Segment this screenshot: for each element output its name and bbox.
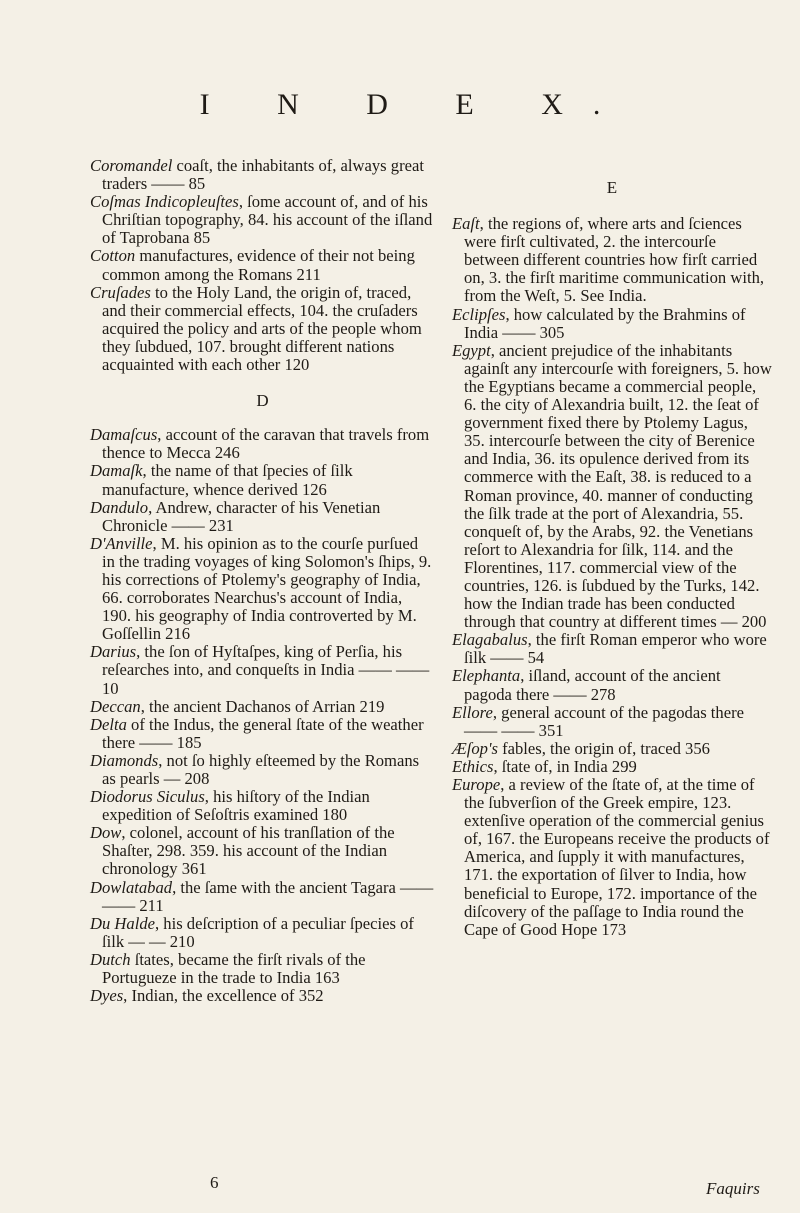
- signature-mark: 6: [210, 1173, 219, 1192]
- index-entry: [90, 157, 435, 193]
- index-entry: [90, 698, 435, 716]
- entry-text: manufactures, evidence of their not being common among the Romans 211: [102, 246, 415, 284]
- index-entry: [452, 306, 772, 342]
- entry-text: , colonel, account of his tranſlation of the Shaſter, 298. 359. his account of the Indian chronology 361: [102, 823, 395, 879]
- index-entry: [452, 631, 772, 667]
- entry-head: Elephanta: [452, 666, 521, 686]
- index-entry: [452, 342, 772, 632]
- index-entry: [90, 426, 435, 462]
- entry-text: , ſtate of, in India 299: [493, 756, 637, 776]
- index-entry: [90, 535, 435, 644]
- right-column: [452, 157, 772, 939]
- index-entry: [90, 951, 435, 987]
- index-entry: [90, 824, 435, 878]
- entry-text: ſtates, became the firſt rivals of the Portugueze in the trade to India 163: [102, 949, 366, 988]
- index-entry: [90, 752, 435, 788]
- index-entry: [90, 462, 435, 498]
- entry-head: D'Anville: [90, 533, 153, 553]
- entry-head: Coromandel: [90, 156, 173, 175]
- entry-head: Darius: [90, 642, 137, 662]
- entry-head: Ethics: [452, 756, 494, 776]
- index-entry: [452, 776, 772, 939]
- entry-text: fables, the origin of, traced 356: [497, 738, 710, 758]
- entry-head: Dutch: [90, 949, 131, 969]
- entry-head: Delta: [90, 714, 127, 734]
- index-entry: [90, 499, 435, 535]
- index-entry: [90, 247, 435, 283]
- index-entry: [90, 716, 435, 752]
- entry-head: Cotton: [90, 246, 136, 266]
- page-title: I N D E X.: [199, 88, 631, 121]
- entry-head: Dandulo: [90, 497, 149, 517]
- index-entry: [90, 193, 435, 247]
- entry-text: , the ſame with the ancient Tagara —— —— 211: [102, 877, 434, 915]
- entry-head: Elagabalus: [452, 630, 528, 650]
- entry-text: , Indian, the excellence of 352: [123, 986, 324, 1006]
- entry-text: , his hiſtory of the Indian expedition of Seſoſtris examined 180: [102, 787, 370, 825]
- entry-head: Damaſk: [90, 461, 143, 481]
- index-entry: [452, 758, 772, 776]
- entry-text: , the regions of, where arts and ſciences were firſt cultivated, 2. the intercourſe between different countries how firſt carried on, 3. the firſt maritime communication with, from the Weſt, 5. See India.: [464, 214, 765, 306]
- entry-head: Diamonds: [90, 750, 159, 770]
- entry-head: Dyes: [90, 986, 124, 1006]
- entry-head: Æſop's: [452, 738, 498, 758]
- entry-head: Deccan: [90, 696, 141, 716]
- entry-text: , iſland, account of the ancient pagoda there —— 278: [464, 666, 721, 704]
- index-entry: [90, 284, 435, 374]
- index-entry: [90, 788, 435, 824]
- entry-text: , general account of the pagodas there —— —— 351: [464, 702, 744, 740]
- entry-head: Damaſcus: [90, 425, 158, 445]
- index-entry: [452, 704, 772, 740]
- entry-text: , a review of the ſtate of, at the time of the ſubverſion of the Greek empire, 123. extenſive operation of the commercial genius of, 167. the Europeans receive the products of America, and ſupply it with manufactures, 171. the exportation of ſilver to India, how beneficial to Europe, 172. importance of the diſcovery of the paſſage to India round the Cape of Good Hope 173: [464, 775, 770, 939]
- entry-head: Diodorus Siculus: [90, 787, 205, 807]
- entry-head: Eaſt: [452, 214, 480, 234]
- section-letter-d: D: [256, 391, 269, 411]
- index-entry: [90, 915, 435, 951]
- entry-text: , his deſcription of a peculiar ſpecies of ſilk — — 210: [102, 913, 414, 951]
- entry-text: , account of the caravan that travels from thence to Mecca 246: [102, 425, 430, 463]
- left-column: [90, 157, 435, 1005]
- entry-text: , not ſo highly eſteemed by the Romans as pearls — 208: [102, 750, 420, 788]
- entry-text: , ancient prejudice of the inhabitants againſt any intercourſe with foreigners, 5. how the Egyptians became a commercial people, 6. the city of Alexandria built, 12. the ſeat of government fixed there by Ptolemy Lagus, 35. intercourſe between the city of Berenice and India, 36. its opulence derived from its commerce with the Eaſt, 38. is reduced to a Roman province, 40. manner of conducting the ſilk trade at the port of Alexandria, 55. conqueſt of, by the Arabs, 92. the Venetians reſort to Alexandria for ſilk, 114. and the Florentines, 117. commercial view of the countries, 126. is ſubdued by the Turks, 142. how the Indian trade has been conducted through that country at different times — 200: [464, 340, 772, 632]
- entry-head: Dow: [90, 823, 122, 843]
- entry-text: to the Holy Land, the origin of, traced, and their commercial effects, 104. the cruſaders acquired the policy and arts of the people whom they ſubdued, 107. brought different nations acquainted with each other 120: [102, 282, 422, 375]
- entry-text: , Andrew, character of his Venetian Chronicle —— 231: [102, 497, 381, 535]
- entry-head: Dowlatabad: [90, 877, 173, 897]
- index-entry: [90, 987, 435, 1005]
- entry-head: Coſmas Indicopleuſtes: [90, 192, 239, 212]
- section-letter-e: E: [606, 178, 618, 197]
- index-entry: [90, 879, 435, 915]
- entry-text: , the ancient Dachanos of Arrian 219: [140, 696, 385, 716]
- entry-head: Ellore: [452, 702, 493, 722]
- entry-text: , M. his opinion as to the courſe purſued in the trading voyages of king Solomon's ſhips, 9. his corrections of Ptolemy's geography of India, 66. corroborates Nearchus's account of India, 190. his geography of India controverted by M. Goſſellin 216: [102, 533, 432, 644]
- entry-text: of the Indus, the general ſtate of the weather there —— 185: [102, 714, 424, 752]
- catchword: Faquirs: [706, 1179, 760, 1198]
- entry-text: coaſt, the inhabitants of, always great traders —— 85: [102, 156, 424, 194]
- entry-head: Egypt: [452, 340, 491, 360]
- index-entry: [90, 643, 435, 697]
- index-entry: [452, 215, 772, 305]
- index-entry: [452, 740, 772, 758]
- entry-head: Cruſades: [90, 282, 151, 302]
- entry-text: , the ſon of Hyſtaſpes, king of Perſia, his reſearches into, and conqueſts in India —— —— 10: [102, 642, 430, 698]
- entry-head: Europe: [452, 775, 501, 794]
- entry-text: , the name of that ſpecies of ſilk manufacture, whence derived 126: [102, 461, 353, 499]
- entry-head: Du Halde: [90, 913, 155, 933]
- entry-text: , how calculated by the Brahmins of India —— 305: [464, 304, 746, 342]
- entry-text: , the firſt Roman emperor who wore ſilk —— 54: [464, 630, 767, 668]
- index-entry: [452, 667, 772, 703]
- entry-head: Eclipſes: [452, 304, 506, 324]
- entry-text: , ſome account of, and of his Chriſtian topography, 84. his account of the iſland of Taprobana 85: [102, 192, 433, 248]
